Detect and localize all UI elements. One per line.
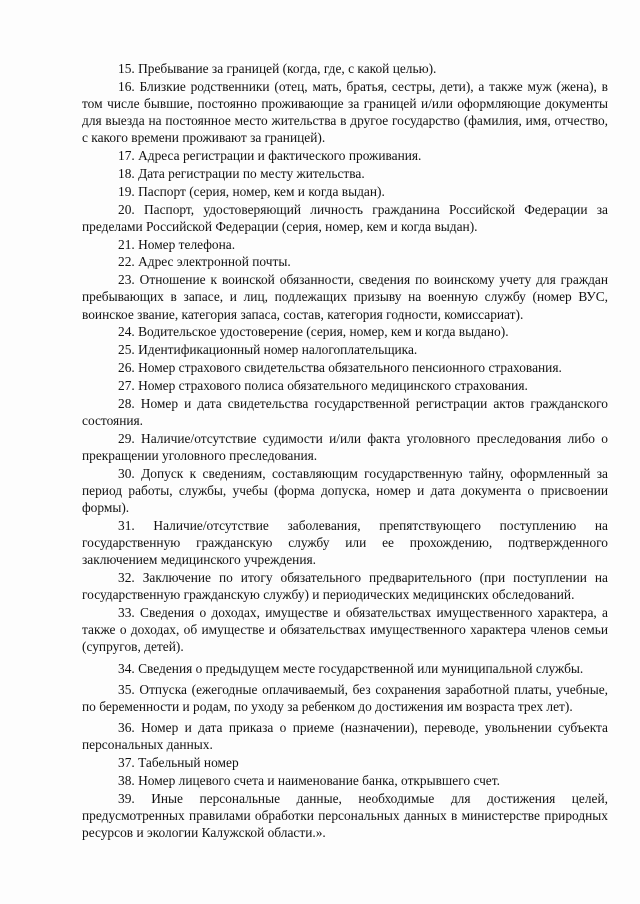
list-item-18: 18. Дата регистрации по месту жительства. xyxy=(118,166,365,181)
list-item-17: 17. Адреса регистрации и фактического проживания. xyxy=(118,148,422,164)
list-item-19: 19. Паспорт (серия, номер, кем и когда выдан). xyxy=(118,183,385,199)
list-item-38: 38. Номер лицевого счета и наименование банка, открывшего счет. xyxy=(118,773,500,788)
list-item-15: 15. Пребывание за границей (когда, где, с какой целью). xyxy=(118,61,437,76)
list-item-23: 23. Отношение к воинской обязанности, сведения по воинскому учету для граждан пребывающих в запасе, и лиц, подлежащих призыву на военную службу (номер ВУС, воинское звание, категория запаса, состав, категория годности, комиссариат). xyxy=(82,272,608,322)
list-item-39: 39. Иные персональные данные, необходимые для достижения целей, предусмотренных правилами обработки персональных данных в министерстве природных ресурсов и экологии Калужской области.». xyxy=(82,790,608,841)
list-item-22: 22. Адрес электронной почты. xyxy=(118,254,291,270)
list-item-32: 32. Заключение по итогу обязательного предварительного (при поступлении на государственную гражданскую службу) и периодических медицинских обследований. xyxy=(82,569,608,603)
list-item-29: 29. Наличие/отсутствие судимости и/или факта уголовного преследования либо о прекращении уголовного преследования. xyxy=(82,430,608,463)
list-item-20: 20. Паспорт, удостоверяющий личность гражданина Российской Федерации за пределами Российской Федерации (серия, номер, кем и когда выдан). xyxy=(82,201,608,234)
list-item-36: 36. Номер и дата приказа о приеме (назначении), переводе, увольнении субъекта персональных данных. xyxy=(82,720,608,753)
list-item-26: 26. Номер страхового свидетельства обязательного пенсионного страхования. xyxy=(118,359,562,375)
list-item-21: 21. Номер телефона. xyxy=(118,236,236,252)
list-item-16: 16. Близкие родственники (отец, мать, братья, сестры, дети), а также муж (жена), в том числе бывшие, постоянно проживающие за границей и/или оформляющие документы для выезда на постоянное место жительства в другое государство (фамилия, имя, отчество, с какого времени проживают за границей). xyxy=(82,78,608,146)
list-item-25: 25. Идентификационный номер налогоплательщика. xyxy=(118,342,418,358)
list-item-27: 27. Номер страхового полиса обязательного медицинского страхования. xyxy=(118,377,528,393)
list-item-24: 24. Водительское удостоверение (серия, номер, кем и когда выдано). xyxy=(118,324,509,340)
list-item-33: 33. Сведения о доходах, имуществе и обязательствах имущественного характера, а также о доходах, об имуществе и обязательствах имущественного характера членов семьи (супругов, детей). xyxy=(82,604,608,655)
list-item-37: 37. Табельный номер xyxy=(118,755,239,771)
list-item-35: 35. Отпуска (ежегодные оплачиваемый, без сохранения заработной платы, учебные, по беременности и родам, по уходу за ребенком до достижения им возраста трех лет). xyxy=(82,681,608,714)
list-item-30: 30. Допуск к сведениям, составляющим государственную тайну, оформленный за период работы, службы, учебы (форма допуска, номер и дата документа о присвоении формы). xyxy=(82,465,608,515)
list-item-28: 28. Номер и дата свидетельства государственной регистрации актов гражданского состояния. xyxy=(82,395,608,428)
list-item-34: 34. Сведения о предыдущем месте государственной или муниципальной службы. xyxy=(118,660,584,676)
list-item-31: 31. Наличие/отсутствие заболевания, препятствующего поступлению на государственную гражданскую службу или ее прохождению, подтвержденного заключением медицинского учреждения. xyxy=(82,517,608,568)
